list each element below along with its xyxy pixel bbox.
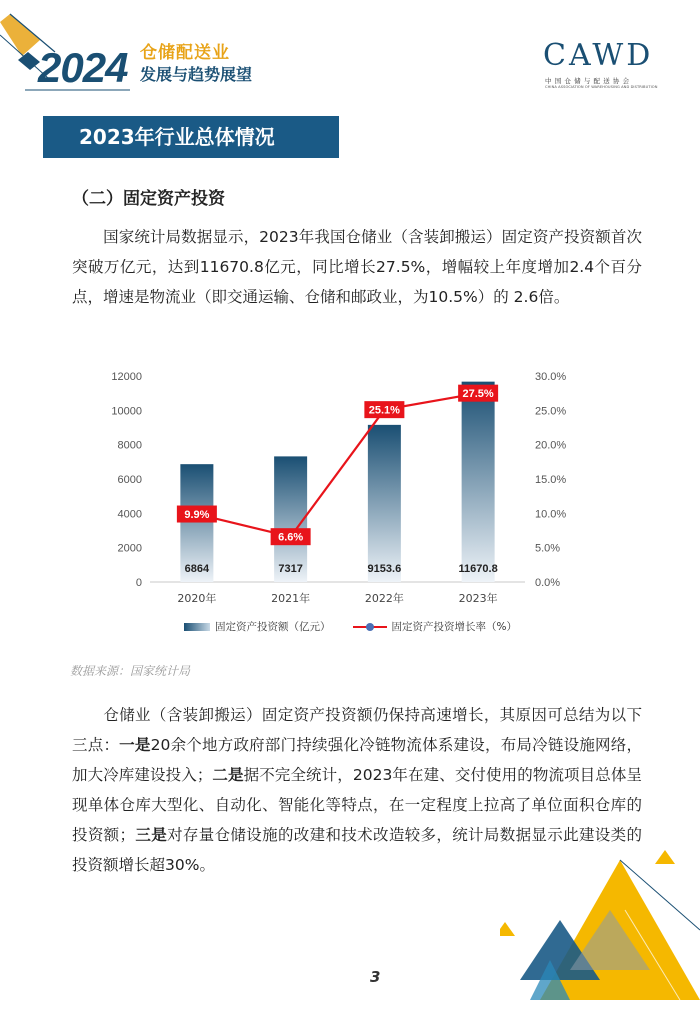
bar-value-label: 7317 — [278, 563, 303, 575]
bar-value-label: 6864 — [184, 563, 210, 575]
header-title-line1: 仓储配送业 — [140, 43, 230, 63]
right-axis-ticks — [535, 371, 566, 589]
right-tick-label: 25.0% — [535, 405, 567, 418]
right-tick-label: 10.0% — [535, 508, 567, 521]
cawd-logo: CAWD — [543, 38, 654, 73]
growth-rate-label: 25.1% — [368, 404, 400, 417]
left-tick-label: 8000 — [117, 439, 142, 452]
paragraph-investment-summary — [72, 222, 642, 312]
legend-line-label: 固定资产投资增长率（%） — [391, 621, 517, 633]
right-tick-label: 15.0% — [535, 474, 567, 486]
line-series — [177, 385, 498, 546]
left-tick-label: 2000 — [117, 542, 142, 555]
paragraph1-text: 国家统计局数据显示，2023年我国仓储业（含装卸搬运）固定资产投资额首次突破万亿元，达到11670.8亿元，同比增长27.5%，增幅较上年度增加2.4个百分点，增速是物流业（即交通运输、仓储和邮政业，为10.5%）的 2.6倍。 — [72, 228, 642, 306]
chart-legend — [184, 619, 517, 634]
page-number: 3 — [370, 968, 381, 986]
x-tick-label: 2020年 — [177, 592, 217, 605]
reason-keyword-3: 三是 — [135, 826, 168, 844]
subsection-title: （二）固定资产投资 — [72, 189, 225, 209]
bar-labels — [185, 563, 498, 575]
right-tick-label: 0.0% — [535, 577, 561, 589]
growth-rate-label: 9.9% — [184, 509, 210, 522]
reasons-intro: 仓储业（含装卸搬运）固定资产投资额仍保持高速增长，其原因可总结为以下三点： — [72, 706, 642, 754]
reason-text-1: 20余个地方政府部门持续强化冷链物流体系建设，布局冷链设施网络，加大冷库建设投入； — [72, 736, 642, 784]
corner-decoration — [500, 850, 700, 1010]
legend-bar-label: 固定资产投资额（亿元） — [215, 621, 331, 633]
x-axis-labels — [177, 591, 497, 605]
x-tick-label: 2022年 — [364, 592, 404, 605]
left-tick-label: 4000 — [117, 508, 142, 521]
bar-value-label: 9153.6 — [367, 563, 402, 575]
left-tick-label: 0 — [135, 577, 142, 589]
section-title: 2023年行业总体情况 — [43, 116, 339, 158]
x-tick-label: 2021年 — [271, 592, 311, 605]
reason-keyword-1: 一是 — [119, 736, 151, 754]
left-tick-label: 12000 — [111, 371, 142, 383]
bar-series — [180, 382, 494, 582]
header-year: 2024 — [38, 44, 128, 91]
left-tick-label: 10000 — [111, 405, 142, 418]
logo-subtitle-cn: 中国仓储与配送协会 — [545, 77, 633, 85]
reason-text-2: 据不完全统计，2023年在建、交付使用的物流项目总体呈现单体仓库大型化、自动化、智能化等特点，在一定程度上拉高了单位面积仓库的投资额； — [72, 766, 642, 844]
reason-text-3: 对存量仓储设施的改建和技术改造较多，统计局数据显示此建设类的投资额增长超30%。 — [72, 826, 642, 874]
logo-subtitle-en: CHINA ASSOCIATION OF WAREHOUSING AND DISTRIBUTION — [545, 85, 658, 89]
header-title-line2: 发展与趋势展望 — [140, 65, 253, 84]
legend-bar-swatch — [184, 623, 210, 631]
growth-rate-label: 27.5% — [462, 388, 494, 401]
growth-rate-line — [197, 393, 478, 537]
left-tick-label: 6000 — [117, 474, 142, 486]
bar-value-label: 11670.8 — [458, 563, 498, 575]
data-source-note: 数据来源：国家统计局 — [70, 664, 191, 678]
investment-chart — [95, 360, 615, 615]
bar-2023年 — [462, 382, 495, 582]
x-tick-label: 2023年 — [458, 592, 498, 605]
right-tick-label: 30.0% — [535, 371, 567, 383]
growth-rate-label: 6.6% — [278, 531, 304, 544]
right-tick-label: 20.0% — [535, 439, 567, 452]
legend-line-swatch — [353, 622, 387, 632]
bar-2022年 — [368, 425, 401, 582]
right-tick-label: 5.0% — [535, 542, 561, 555]
reason-keyword-2: 二是 — [212, 766, 244, 784]
left-axis-ticks — [111, 371, 142, 589]
